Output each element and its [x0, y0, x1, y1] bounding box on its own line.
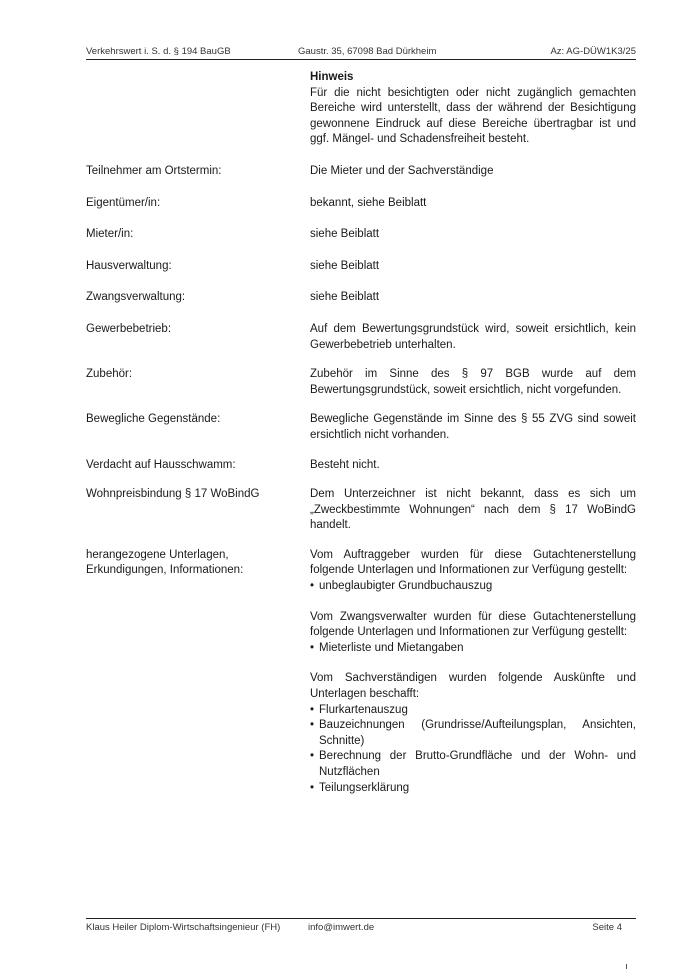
row-hausverwaltung [86, 259, 636, 275]
footer-author: Klaus Heiler Diplom-Wirtschaftsingenieur (FH) [86, 922, 281, 933]
list-item: • Mieterliste und Mietangaben [310, 641, 636, 657]
zwangsverwalter-text: Vom Zwangsverwalter wurden für diese Gutachtenerstellung folgende Unterlagen und Informationen zur Verfügung gestellt: [310, 610, 636, 639]
row-teilnehmer [86, 164, 636, 180]
row-label: Zwangsverwaltung: [86, 291, 186, 304]
row-value: Zubehör im Sinne des § 97 BGB wurde auf dem Bewertungsgrundstück, soweit ersichtlich, nicht vorgefunden. [310, 368, 636, 396]
row-value: bekannt, siehe Beiblatt [310, 196, 427, 209]
header-file-number: Az: AG-DÜW1K3/25 [550, 46, 636, 57]
auftraggeber-list [310, 579, 636, 595]
row-zwangsverwaltung [86, 290, 636, 306]
list-item: • Berechnung der Brutto-Grundfläche und der Wohn- und Nutzflächen [310, 749, 636, 780]
row-label: Mieter/in: [86, 228, 134, 241]
hinweis-title: Hinweis [310, 71, 354, 83]
row-label: herangezogene Unterlagen, Erkundigungen, Informationen: [86, 548, 244, 577]
list-item: • Teilungserklärung [310, 781, 636, 797]
list-item: • Bauzeichnungen (Grundrisse/Aufteilungsplan, Ansichten, Schnitte) [310, 718, 636, 749]
list-item: • unbeglaubigter Grundbuchauszug [310, 579, 636, 595]
row-gewerbebetrieb [86, 322, 636, 353]
row-label: Hausverwaltung: [86, 259, 172, 272]
row-label: Teilnehmer am Ortstermin: [86, 164, 222, 177]
row-bewegliche-gegenstaende [86, 412, 636, 443]
row-value: siehe Beiblatt [310, 228, 380, 241]
row-value: siehe Beiblatt [310, 291, 380, 304]
row-unterlagen [86, 548, 636, 796]
row-eigentuemer [86, 196, 636, 212]
row-label: Wohnpreisbindung § 17 WoBindG [86, 488, 260, 501]
row-value: siehe Beiblatt [310, 259, 380, 272]
row-label: Gewerbebetrieb: [86, 322, 172, 335]
zwangsverwalter-list [310, 641, 636, 657]
row-value: Besteht nicht. [310, 458, 380, 471]
row-label: Eigentümer/in: [86, 196, 161, 209]
row-value: Die Mieter und der Sachverständige [310, 164, 494, 177]
footer-email: info@imwert.de [308, 922, 375, 933]
row-hausschwamm [86, 458, 636, 474]
row-value: Auf dem Bewertungsgrundstück wird, soweit ersichtlich, kein Gewerbebetrieb unterhalten. [310, 322, 636, 351]
header-document-title: Verkehrswert i. S. d. § 194 BauGB [86, 46, 231, 57]
row-label: Zubehör: [86, 368, 133, 381]
list-item: • Flurkartenauszug [310, 703, 636, 719]
page-header [86, 45, 636, 60]
document-body [86, 70, 636, 796]
row-value: Bewegliche Gegenstände im Sinne des § 55 ZVG sind soweit ersichtlich nicht vorhanden. [310, 413, 636, 441]
header-property-address: Gaustr. 35, 67098 Bad Dürkheim [298, 46, 437, 57]
row-label: Verdacht auf Hausschwamm: [86, 458, 236, 471]
page-footer [86, 918, 636, 935]
row-zubehoer [86, 367, 636, 398]
hinweis-text: Für die nicht besichtigten oder nicht zugänglich gemachten Bereiche wird unterstellt, dass der während der Besichtigung gewonnene Eindruck auf diese Bereiche übertragbar ist und ggf. Mängel- und Schadensfreiheit besteht. [310, 86, 636, 146]
row-label: Bewegliche Gegenstände: [86, 413, 221, 426]
auftraggeber-text: Vom Auftraggeber wurden für diese Gutachtenerstellung folgende Unterlagen und Informationen zur Verfügung gestellt: [310, 548, 636, 577]
row-wohnpreisbindung [86, 487, 636, 534]
row-mieter [86, 227, 636, 243]
scan-mark [626, 964, 627, 969]
sachverstaendige-list [310, 703, 636, 797]
footer-page-number: Seite 4 [592, 922, 622, 933]
row-value: Dem Unterzeichner ist nicht bekannt, dass es sich um „Zweckbestimmte Wohnungen“ nach dem § 17 WoBindG handelt. [310, 488, 636, 532]
hinweis-block [86, 70, 636, 148]
sachverstaendige-text: Vom Sachverständigen wurden folgende Auskünfte und Unterlagen beschafft: [310, 672, 636, 701]
